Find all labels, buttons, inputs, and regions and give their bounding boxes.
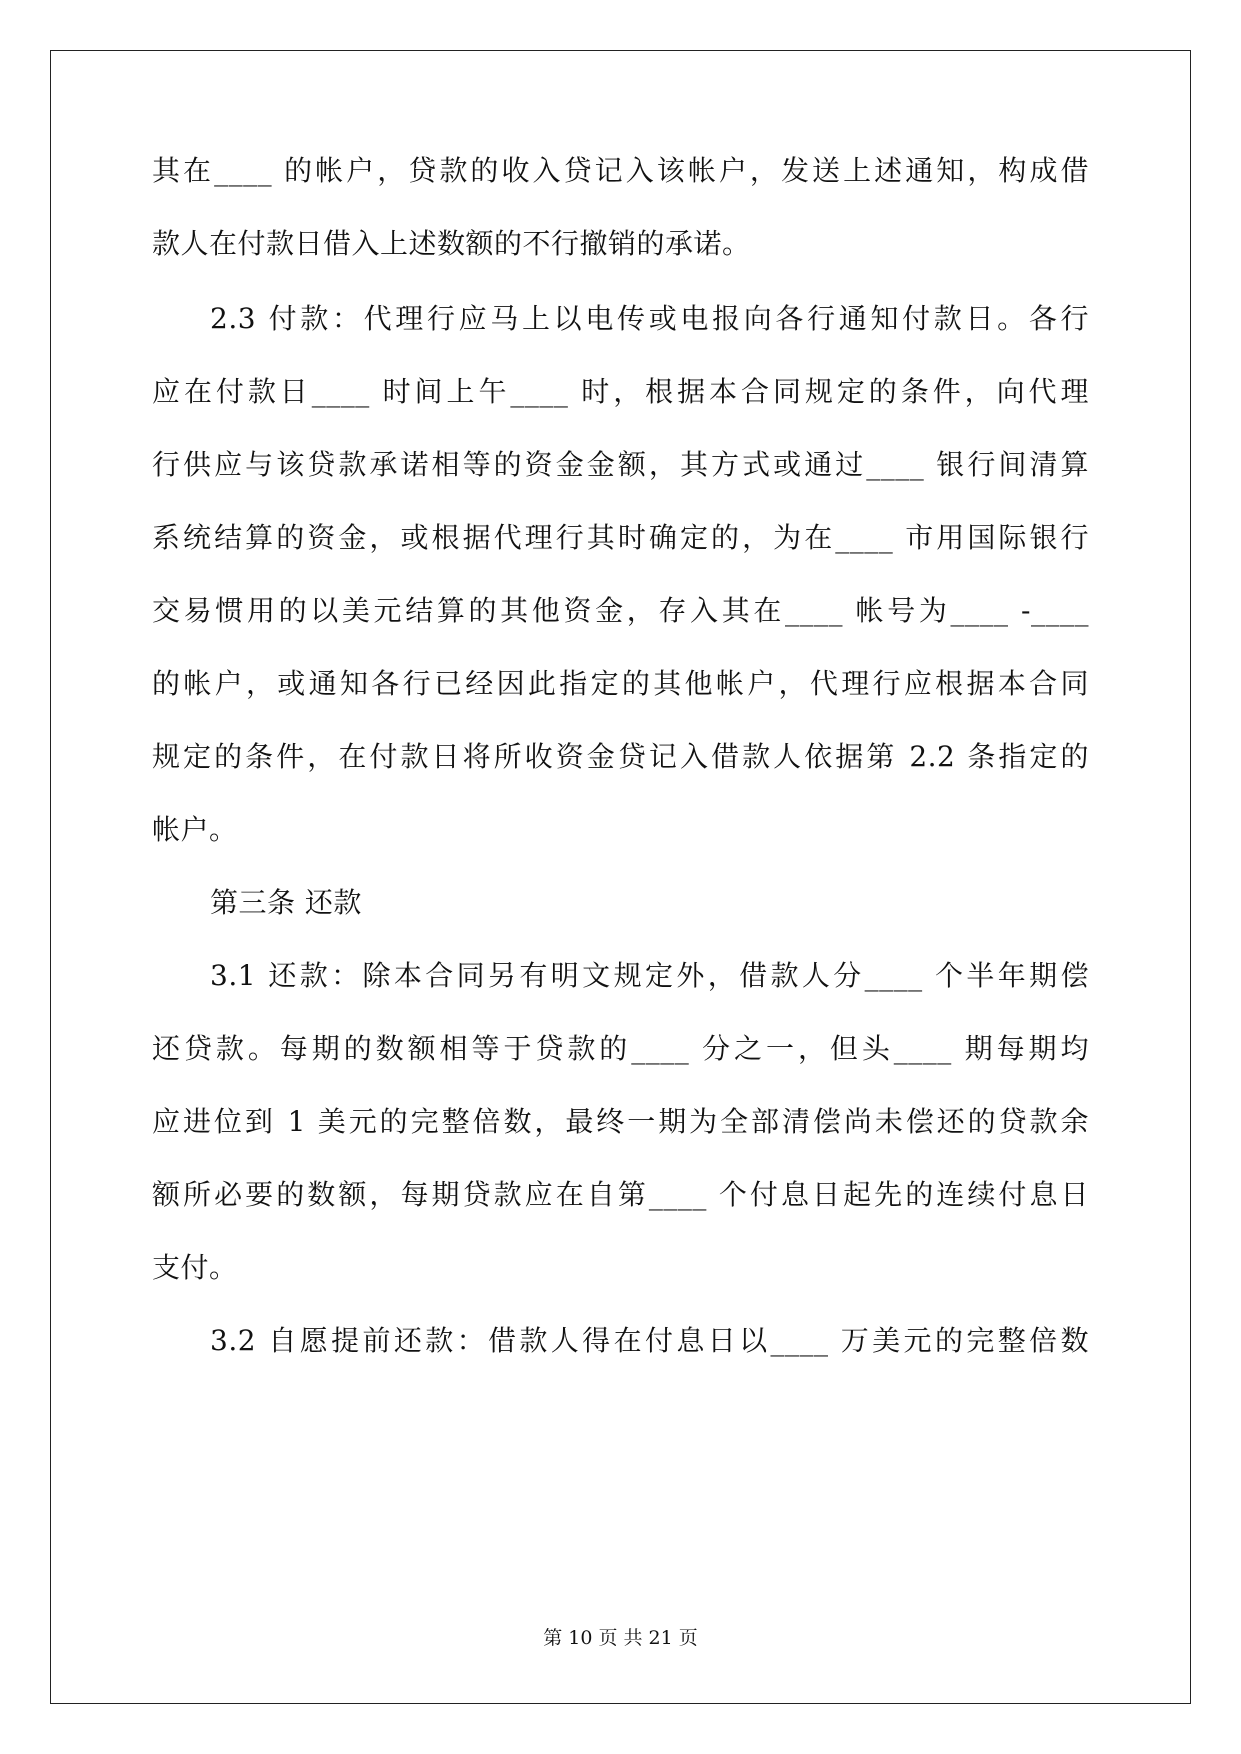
- paragraph-3-2-start: 3.2 自愿提前还款：借款人得在付息日以____ 万美元的完整倍数: [210, 1324, 1089, 1357]
- page-number: 第 10 页 共 21 页: [543, 1627, 698, 1649]
- text-line: 其在____ 的帐户，贷款的收入贷记入该帐户，发送上述通知，构成借: [152, 154, 1089, 187]
- text-line: 还贷款。每期的数额相等于贷款的____ 分之一，但头____ 期每期均: [152, 1032, 1089, 1065]
- text-line: 额所必要的数额，每期贷款应在自第____ 个付息日起先的连续付息日: [152, 1178, 1089, 1211]
- text-line: 支付。: [152, 1251, 238, 1284]
- text-line: 款人在付款日借入上述数额的不行撤销的承诺。: [152, 227, 751, 260]
- text-line: 帐户。: [152, 813, 238, 846]
- text-line: 应在付款日____ 时间上午____ 时，根据本合同规定的条件，向代理: [152, 375, 1089, 408]
- text-line: 系统结算的资金，或根据代理行其时确定的，为在____ 市用国际银行: [152, 521, 1089, 554]
- text-line: 行供应与该贷款承诺相等的资金金额，其方式或通过____ 银行间清算: [152, 448, 1089, 481]
- section-heading: 第三条 还款: [210, 886, 362, 919]
- paragraph-2-3-start: 2.3 付款：代理行应马上以电传或电报向各行通知付款日。各行: [210, 302, 1089, 335]
- text-line: 的帐户，或通知各行已经因此指定的其他帐户，代理行应根据本合同: [152, 667, 1089, 700]
- text-line: 应进位到 1 美元的完整倍数，最终一期为全部清偿尚未偿还的贷款余: [152, 1105, 1089, 1138]
- text-line: 交易惯用的以美元结算的其他资金，存入其在____ 帐号为____ -____: [152, 594, 1089, 627]
- paragraph-3-1-start: 3.1 还款：除本合同另有明文规定外，借款人分____ 个半年期偿: [210, 959, 1089, 992]
- text-line: 规定的条件，在付款日将所收资金贷记入借款人依据第 2.2 条指定的: [152, 740, 1089, 773]
